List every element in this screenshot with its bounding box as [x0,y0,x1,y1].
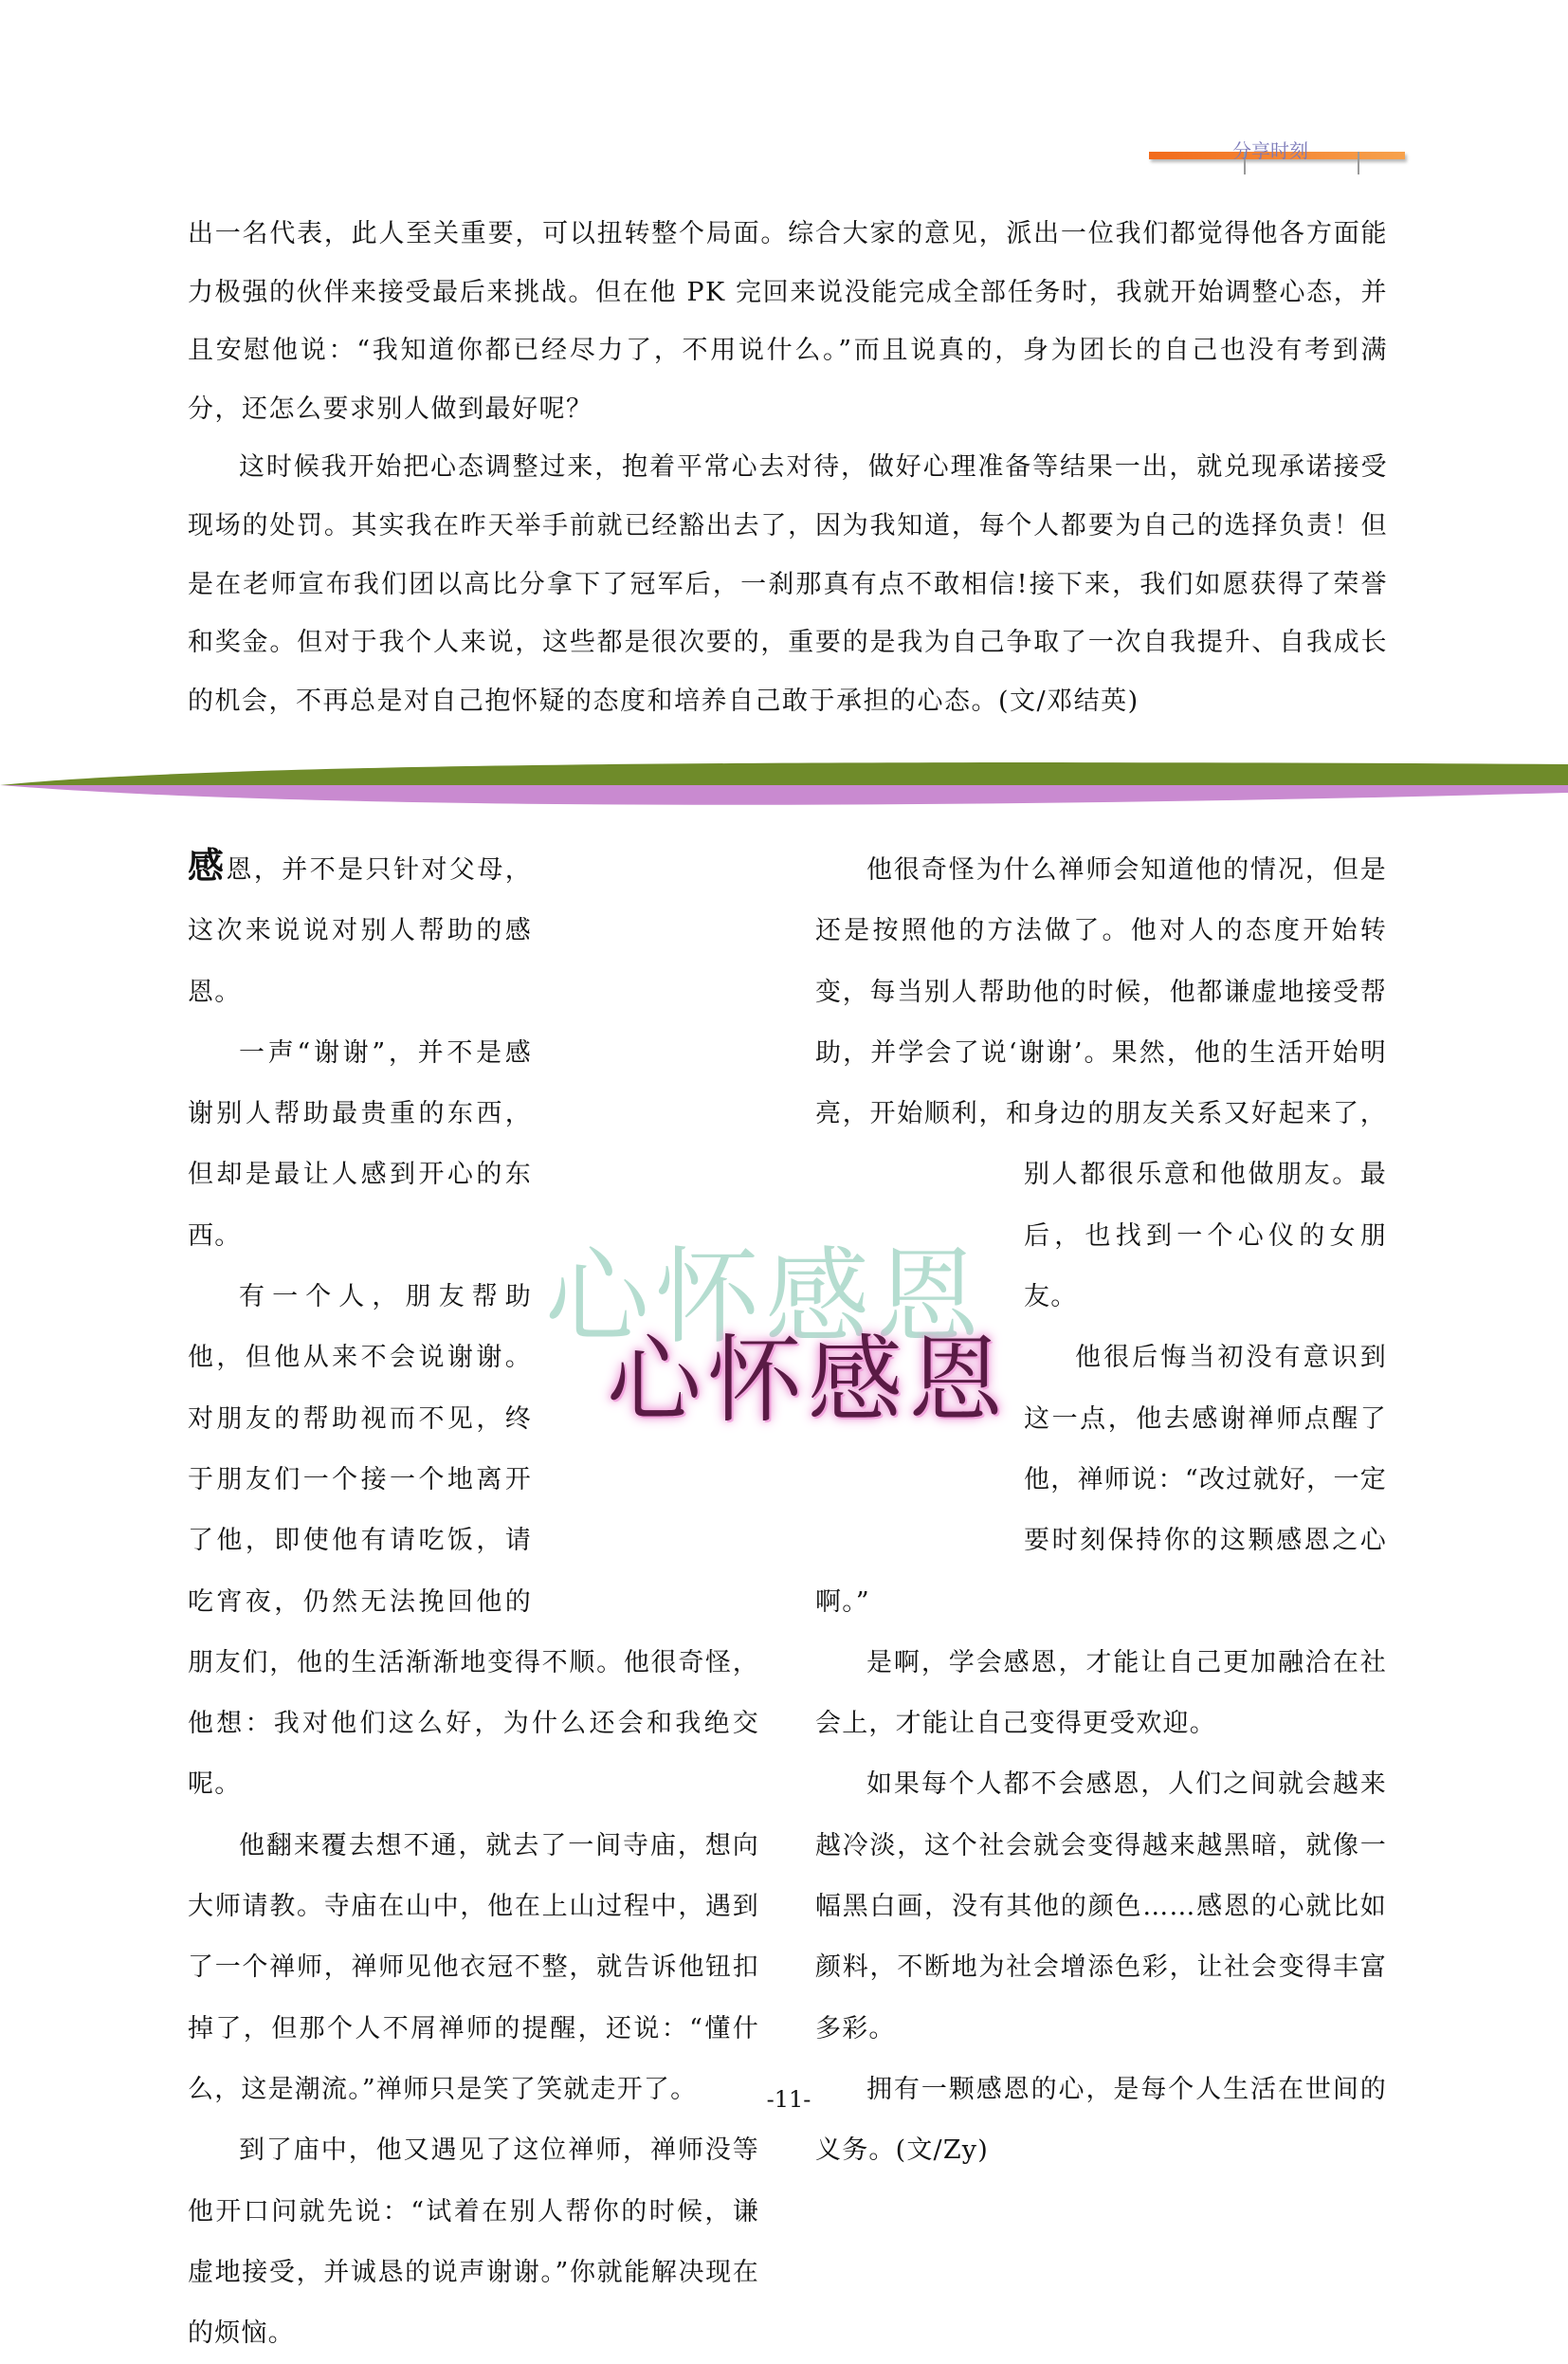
article-column-right [815,840,1387,2182]
top-article [188,205,1388,730]
article-paragraph: 他翻来覆去想不通，就去了一间寺庙，想向大师请教。寺庙在山中，他在上山过程中，遇到了一个禅师，禅师见他衣冠不整，就告诉他钮扣掉了，但那个人不屑禅师的提醒，还说：“懂什么，这是潮流。”禅师只是笑了笑就走开了。 [188,1830,759,2104]
drop-cap: 感 [188,844,227,887]
top-paragraph: 出一名代表，此人至关重要，可以扭转整个局面。综合大家的意见，派出一位我们都觉得他各方面能力极强的伙伴来接受最后来挑战。但在他 PK 完回来说没能完成全部任务时，我就开始调整心态，并且安慰他说：“我知道你都已经尽力了，不用说什么。”而且说真的，身为团长的自己也没有考到满分，还怎么要求别人做到最好呢？ [188,219,1388,424]
title-wrap-space [532,1206,759,1572]
article-column-left [188,840,759,2364]
title-wrap-space [815,1145,1024,1512]
article-paragraph: 到了庙中，他又遇见了这位禅师，禅师没等他开口问就先说：“试着在别人帮你的时候，谦虚地接受，并诚恳的说声谢谢。”你就能解决现在的烦恼。 [188,2135,759,2349]
section-header [1149,138,1405,167]
section-divider [0,755,1568,815]
article-paragraph: 他很后悔当初没有意识到这一点，他去感谢禅师点醒了他，禅师说：“改过就好，一定要时刻保持你的这颗感恩之心啊。” [815,1343,1387,1617]
article-paragraph: 如果每个人都不会感恩，人们之间就会越来越冷淡，这个社会就会变得越来越黑暗，就像一幅黑白画，没有其他的颜色……感恩的心就比如颜料，不断地为社会增添色彩，让社会变得丰富多彩。 [815,1769,1387,2043]
header-divider-tick [1358,152,1359,174]
section-label: 分享时刻 [1232,139,1308,162]
article-paragraph: 一声“谢谢”，并不是感谢别人帮助最贵重的东西，但却是最让人感到开心的东西。 [188,1037,532,1251]
article-title: 心怀感恩 [607,1325,1009,1436]
article-paragraph: 拥有一颗感恩的心，是每个人生活在世间的义务。(文/Zy) [815,2074,1387,2166]
page-number: -11- [766,2086,811,2113]
article-paragraph: 是啊，学会感恩，才能让自己更加融洽在社会上，才能让自己变得更受欢迎。 [815,1647,1387,1739]
article-paragraph: 有一个人，朋友帮助他，但他从来不会说谢谢。对朋友的帮助视而不见，终于朋友们一个接一个地离开了他，即使他有请吃饭，请吃宵夜，仍然无法挽回他的朋友们，他的生活渐渐地变得不顺。他很奇怪，他想：我对他们这么好，为什么还会和我绝交呢。 [188,1282,759,1800]
article-title-shadow: 心怀感恩 [545,1237,985,1358]
article-paragraph: 他很奇怪为什么禅师会知道他的情况，但是还是按照他的方法做了。他对人的态度开始转变，每当别人帮助他的时候，他都谦虚地接受帮助，并学会了说‘谢谢’。果然，他的生活开始明亮，开始顺利，和身边的朋友关系又好起来了，别人都很乐意和他做朋友。最后，也找到一个心仪的女朋友。 [815,855,1387,1312]
top-paragraph: 这时候我开始把心态调整过来，抱着平常心去对待，做好心理准备等结果一出，就兑现承诺接受现场的处罚。其实我在昨天举手前就已经豁出去了，因为我知道，每个人都要为自己的选择负责！但是在老师宣布我们团以高比分拿下了冠军后，一刹那真有点不敢相信!接下来，我们如愿获得了荣誉和奖金。但对于我个人来说，这些都是很次要的，重要的是我为自己争取了一次自我提升、自我成长的机会，不再总是对自己抱怀疑的态度和培养自己敢于承担的心态。(文/邓结英) [188,452,1388,716]
article-paragraph: 感恩，并不是只针对父母，这次来说说对别人帮助的感恩。 [188,844,532,1007]
